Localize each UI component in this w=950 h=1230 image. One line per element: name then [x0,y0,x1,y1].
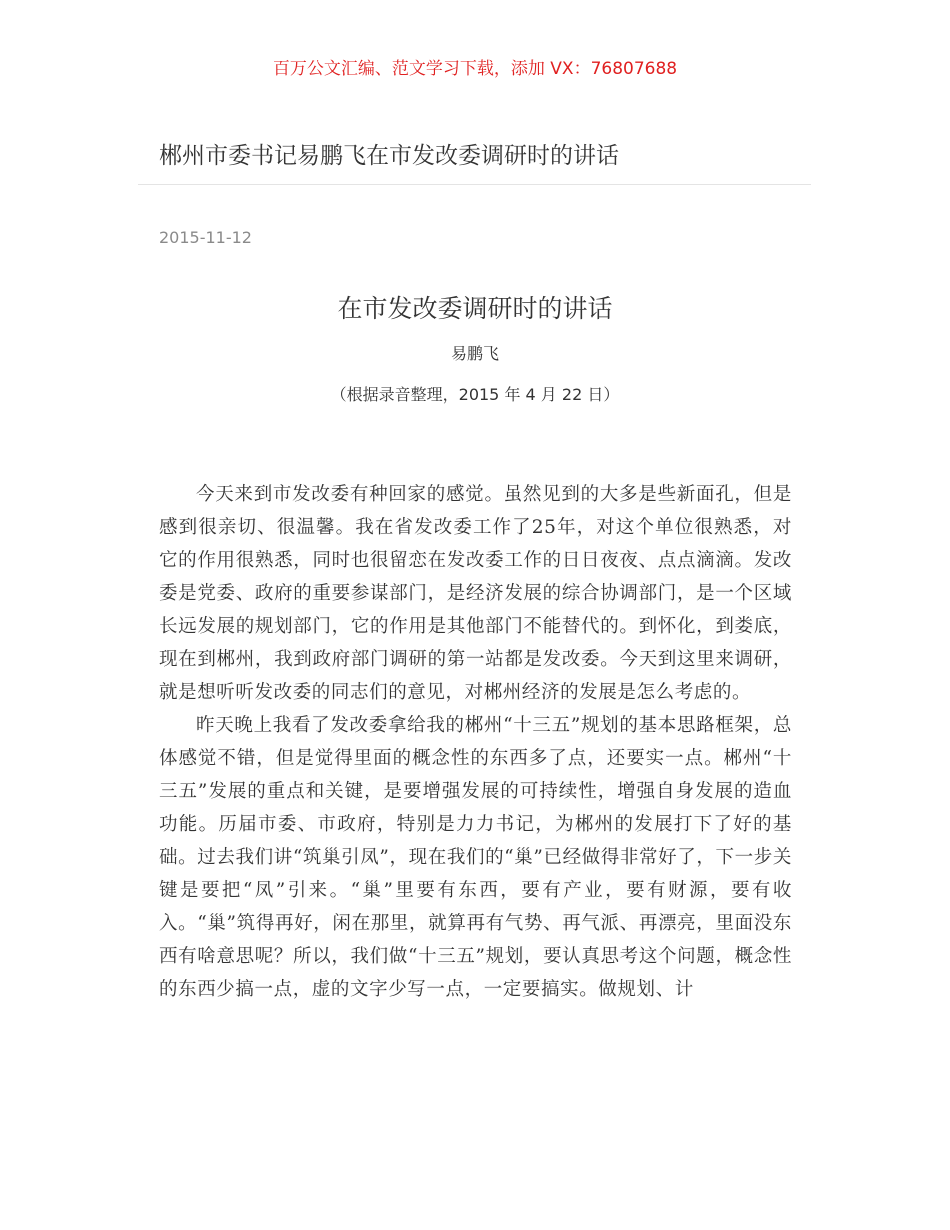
document-body [159,478,792,1006]
document-title: 在市发改委调研时的讲话 [337,294,613,323]
document-author: 易鹏飞 [450,344,499,363]
body-paragraph: 今天来到市发改委有种回家的感觉。虽然见到的大多是些新面孔，但是感到很亲切、很温馨。我在省发改委工作了25年，对这个单位很熟悉，对它的作用很熟悉，同时也很留恋在发改委工作的日日夜夜、点点滴滴。发改委是党委、政府的重要参谋部门，是经济发展的综合协调部门，是一个区域长远发展的规划部门，它的作用是其他部门不能替代的。到怀化，到娄底，现在到郴州，我到政府部门调研的第一站都是发改委。今天到这里来调研，就是想听听发改委的同志们的意见，对郴州经济的发展是怎么考虑的。 [159,484,792,703]
publish-date: 2015-11-12 [159,228,252,247]
promo-banner: 百万公文汇编、范文学习下载，添加 VX：76807688 [272,59,678,79]
title-divider [138,184,811,185]
body-paragraph: 昨天晚上我看了发改委拿给我的郴州“十三五”规划的基本思路框架，总体感觉不错，但是觉得里面的概念性的东西多了点，还要实一点。郴州“十三五”发展的重点和关键，是要增强发展的可持续性，增强自身发展的造血功能。历届市委、市政府，特别是力力书记，为郴州的发展打下了好的基础。过去我们讲“筑巢引凤”，现在我们的“巢”已经做得非常好了，下一步关键是要把“凤”引来。“巢”里要有东西，要有产业，要有财源，要有收入。“巢”筑得再好，闲在那里，就算再有气势、再气派、再漂亮，里面没东西有啥意思呢？所以，我们做“十三五”规划，要认真思考这个问题，概念性的东西少搞一点，虚的文字少写一点，一定要搞实。做规划、计 [159,715,792,1000]
page-title: 郴州市委书记易鹏飞在市发改委调研时的讲话 [159,143,619,169]
document-note: （根据录音整理，2015 年 4 月 22 日） [330,385,620,404]
